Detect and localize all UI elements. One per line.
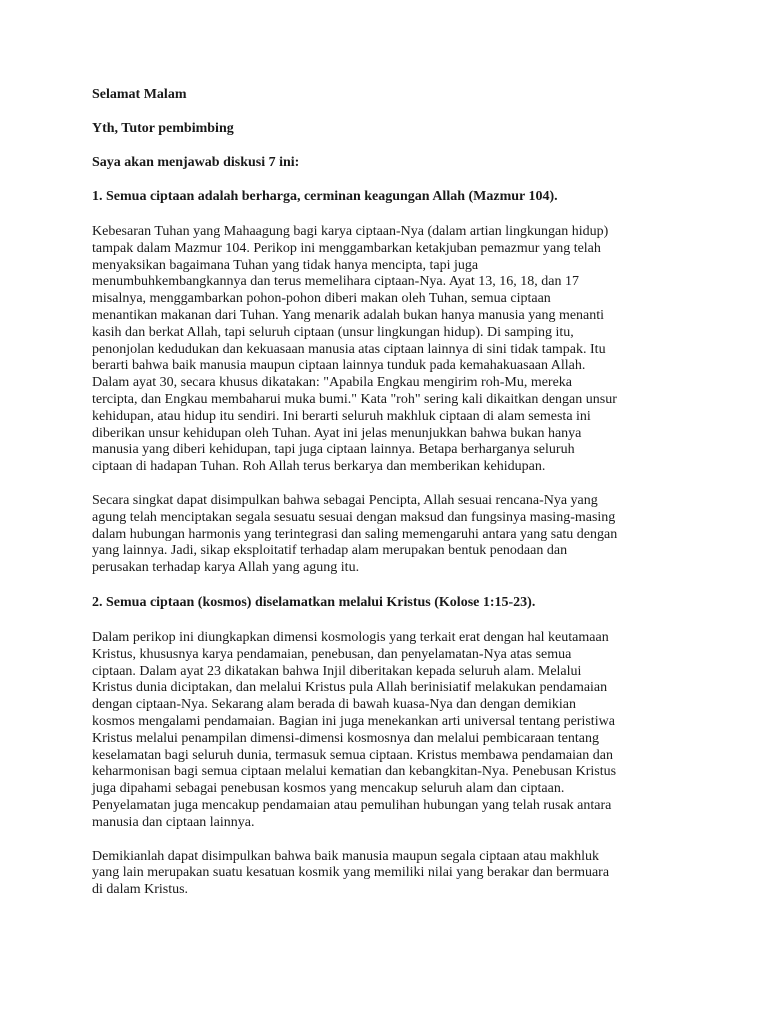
paragraph-line: menantikan makanan dari Tuhan. Yang menarik adalah bukan hanya manusia yang menanti [92,307,605,323]
paragraph-line: keselamatan bagi seluruh dunia, termasuk semua ciptaan. Kristus membawa pendamaian dan [92,747,613,763]
section-1-paragraph-2 [92,493,682,577]
paragraph-line: Kebesaran Tuhan yang Mahaagung bagi karya ciptaan-Nya (dalam artian lingkungan hidup) [92,224,609,239]
section-2-paragraph-1 [92,630,682,832]
paragraph-line: dengan ciptaan-Nya. Sekarang alam berada di bawah kuasa-Nya dan dengan demikian [92,697,576,713]
paragraph-line: menyaksikan bagaimana Tuhan yang tidak hanya mencipta, tapi juga [92,257,479,273]
paragraph-line: ciptaan di hadapan Tuhan. Roh Allah terus berkarya dan memberikan kehidupan. [92,459,546,475]
paragraph-line: kehidupan, atau hidup itu sendiri. Ini berarti seluruh makhluk ciptaan di alam semesta ini [92,408,591,424]
section-2-paragraph-2 [92,849,682,899]
paragraph-line: tampak dalam Mazmur 104. Perikop ini menggambarkan ketakjuban pemazmur yang telah [92,240,601,256]
paragraph-line: di dalam Kristus. [92,882,189,898]
paragraph-line: Dalam ayat 30, secara khusus dikatakan: "Apabila Engkau mengirim roh-Mu, mereka [92,375,573,391]
paragraph-line: berarti bahwa baik manusia maupun ciptaan lainnya tunduk pada kemahakuasaan Allah. [92,358,586,374]
paragraph-line: Penyelamatan juga mencakup pendamaian atau pemulihan hubungan yang telah rusak antara [92,797,612,813]
document-page [92,86,682,899]
greeting: Selamat Malam [92,87,187,102]
addressee: Yth, Tutor pembimbing [92,121,234,136]
paragraph-line: kosmos mengalami pendamaian. Bagian ini juga menekankan arti universal tentang peristiwa [92,713,615,729]
paragraph-line: penonjolan kedudukan dan kekuasaan manusia atas ciptaan lainnya di sini tidak tampak. Itu [92,341,606,357]
paragraph-line: perusakan terhadap karya Allah yang agung itu. [92,560,360,576]
paragraph-line: keharmonisan bagi semua ciptaan melalui kematian dan kebangkitan-Nya. Penebusan Kristus [92,764,617,780]
paragraph-line: Demikianlah dapat disimpulkan bahwa baik manusia maupun segala ciptaan atau makhluk [92,848,599,864]
paragraph-line: Secara singkat dapat disimpulkan bahwa sebagai Pencipta, Allah sesuai rencana-Nya yang [92,492,598,508]
paragraph-line: Kristus melalui penampilan dimensi-dimensi kosmosnya dan melalui pembicaraan tentang [92,730,599,746]
paragraph-line: tercipta, dan Engkau membaharui muka bumi." Kata "roh" sering kali dikaitkan dengan unsur [92,391,617,407]
paragraph-line: diberikan unsur kehidupan oleh Tuhan. Ayat ini jelas menunjukkan bahwa bukan hanya [92,425,582,441]
paragraph-line: manusia dan ciptaan lainnya. [92,814,255,830]
paragraph-line: ciptaan. Dalam ayat 23 dikatakan bahwa Injil diberitakan kepada seluruh alam. Melalui [92,663,582,679]
paragraph-line: agung telah menciptakan segala sesuatu sesuai dengan maksud dan fungsinya masing-masing [92,509,616,525]
paragraph-line: menumbuhkembangkannya dan terus memelihara ciptaan-Nya. Ayat 13, 16, 18, dan 17 [92,274,580,290]
section-1-paragraph-1 [92,224,682,476]
paragraph-line: Kristus, khususnya karya pendamaian, penebusan, dan penyelamatan-Nya atas semua [92,646,572,662]
paragraph-line: kasih dan berkat Allah, tapi seluruh ciptaan (unsur lingkungan hidup). Di samping itu, [92,324,574,340]
section-1-heading: 1. Semua ciptaan adalah berharga, cerminan keagungan Allah (Mazmur 104). [92,189,558,204]
paragraph-line: Kristus dunia diciptakan, dan melalui Kristus pula Allah berinisiatif melakukan pendamaian [92,680,608,696]
paragraph-line: misalnya, menggambarkan pohon-pohon diberi makan oleh Tuhan, semua ciptaan [92,291,551,307]
paragraph-line: Dalam perikop ini diungkapkan dimensi kosmologis yang terkait erat dengan hal keutamaan [92,629,609,645]
intro-line: Saya akan menjawab diskusi 7 ini: [92,155,300,170]
paragraph-line: dalam hubungan harmonis yang terintegrasi dan saling memengaruhi antara yang satu dengan [92,526,618,542]
paragraph-line: manusia yang diberi kehidupan, tapi juga ciptaan lainnya. Betapa berharganya seluruh [92,442,575,458]
paragraph-line: yang lain merupakan suatu kesatuan kosmik yang memiliki nilai yang berakar dan bermuara [92,865,610,881]
paragraph-line: juga dipahami sebagai penebusan kosmos yang mencakup seluruh alam dan ciptaan. [92,781,565,797]
section-2-heading: 2. Semua ciptaan (kosmos) diselamatkan melalui Kristus (Kolose 1:15-23). [92,594,536,610]
paragraph-line: yang lainnya. Jadi, sikap eksploitatif terhadap alam merupakan bentuk penodaan dan [92,543,568,559]
